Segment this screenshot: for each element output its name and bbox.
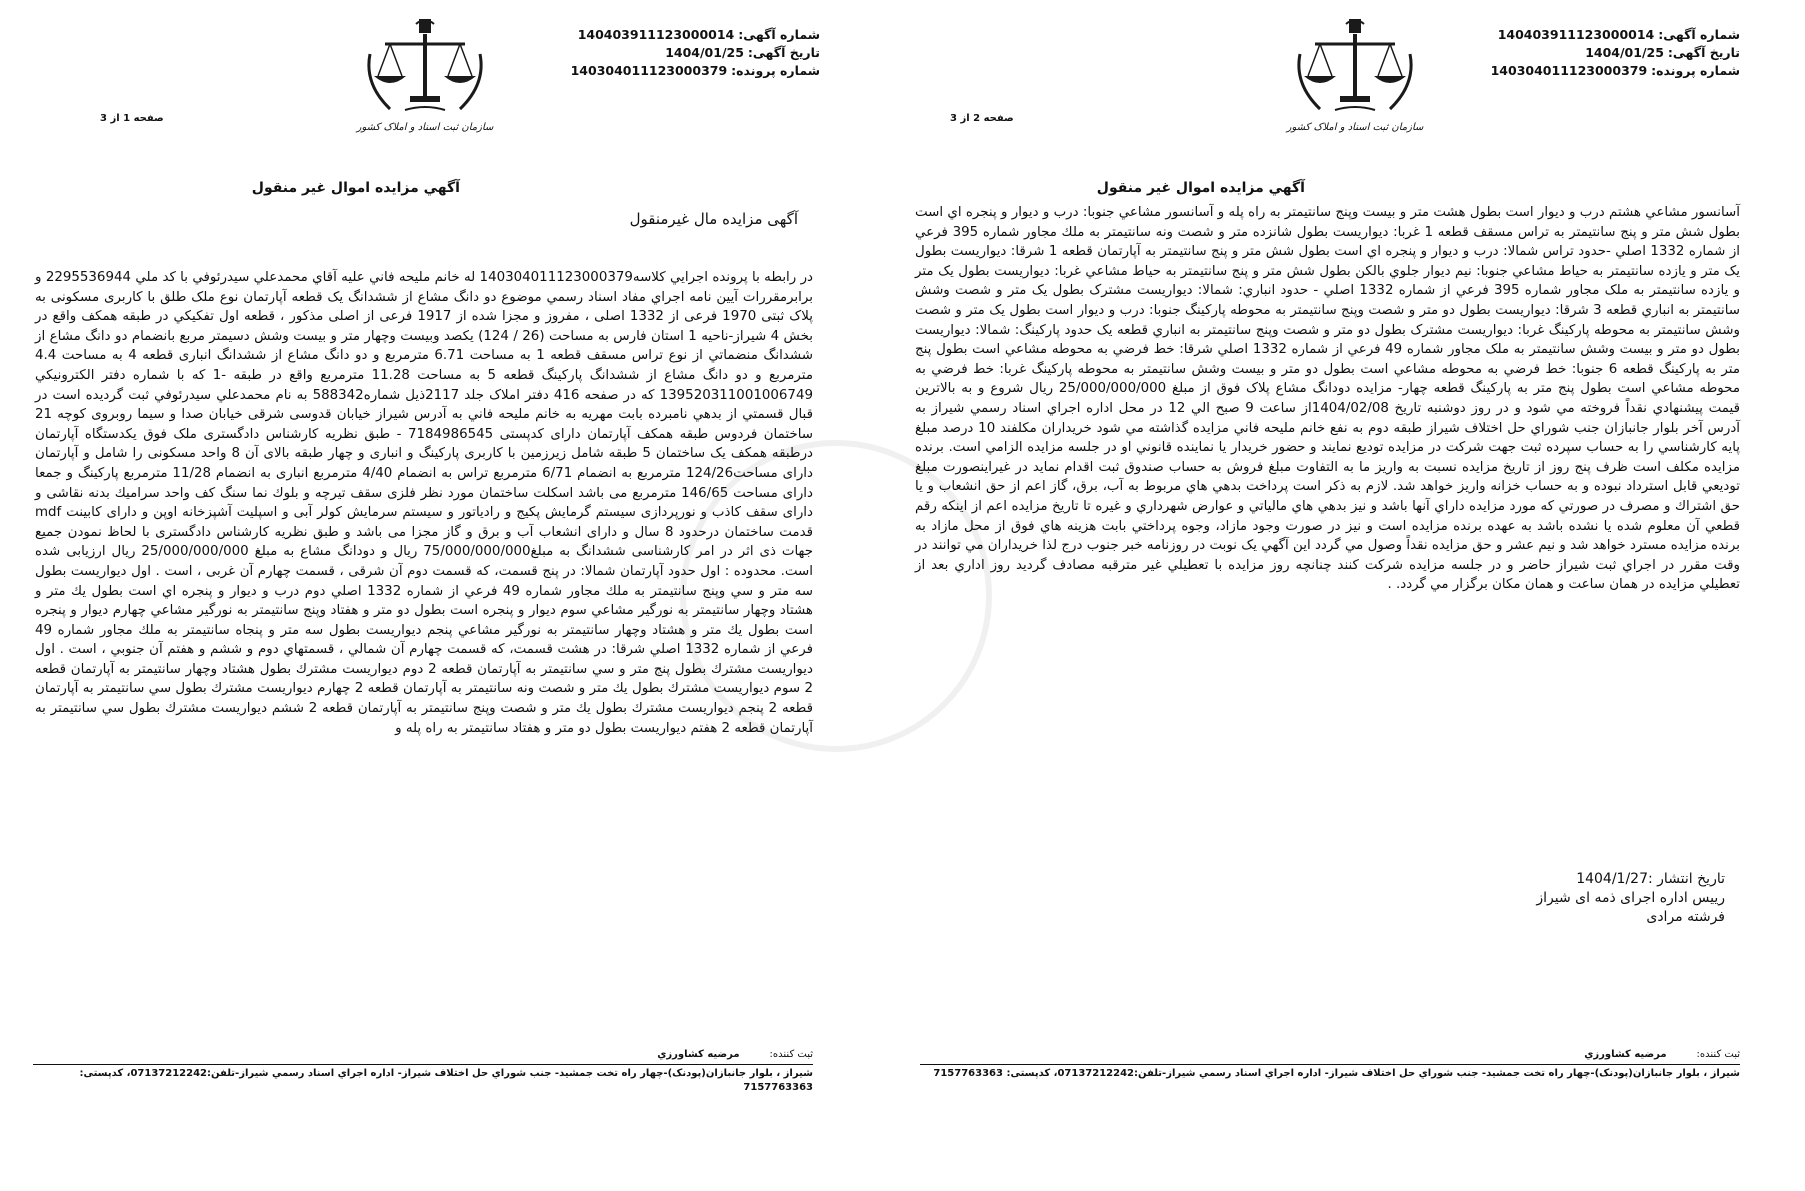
page-footer xyxy=(33,1048,813,1095)
notice-body xyxy=(915,203,1740,595)
publish-date: تاريخ انتشار :1404/1/27 xyxy=(1576,871,1725,887)
footer-divider xyxy=(920,1064,1740,1065)
page-footer xyxy=(920,1048,1740,1081)
notice-number: 140403911123000014 xyxy=(1497,27,1655,42)
notice-date: 1404/01/25 xyxy=(665,45,744,60)
page-1 xyxy=(0,0,860,1191)
notice-number: 140403911123000014 xyxy=(577,27,735,42)
notice-meta xyxy=(571,26,820,80)
signature-block xyxy=(1536,870,1725,927)
footer-address: شيراز ، بلوار جانبازان(پودنک)-چهار راه تخت جمشيد- جنب شوراي حل اختلاف شيراز- اداره اجراي اسناد رسمي شيراز-تلفن:07137212242، کدپستی: 7157763363 xyxy=(933,1068,1740,1079)
body-paragraph: آسانسور مشاعي هشتم درب و ديوار است بطول هشت متر و بيست وپنج سانتيمتر به راه پله و آسانسور مشاعي جنوبا: درب و ديوار و پنجره اي است بطول شش متر و پنج سانتيمتر به تراس مسقف قطعه 1 غربا: ديواريست بطول شانزده متر و شصت ونه سانتيمتر به ملك مجاور شماره 395 فرعي از شماره 1332 اصلي -حدود تراس شمالا: درب و ديوار و پنجره اي است بطول شش متر و پنج سانتيمتر به آپارتمان قطعه 1 شرقا: ديواريست بطول يک متر و يازده سانتيمتر به حياط مشاعي جنوبا: نيم ديوار جلوي بالكن بطول شش متر و پنج سانتيمتر به حياط مشاعي غربا: ديواريست بطول يک متر و يازده سانتيمتر به ملک مجاور شماره 395 فرعي از شماره 1332 اصلي - حدود انباري: شمالا: ديواريست مشترک بطول يک متر و شصت وشش سانتيمتر به انباري قطعه 3 شرقا: ديواريست بطول دو متر و شصت وپنج سانتيمتر به محوطه پارکينگ جنوبا: درب و ديوار است بطول يک متر و شصت وشش سانتيمتر به محوطه پارکينگ غربا: ديواريست مشترک بطول دو متر و شصت وپنج سانتيمتر به انباري قطعه يک حدود پارکينگ: شمالا: ديواريست بطول دو متر و بيست وشش سانتيمتر به ملک مجاور شماره 49 فرعي از شماره 1332 اصلي شرقا: خط فرضي به محوطه مشاعي است بطول پنج متر به پارکينگ قطعه 6 جنوبا: خط فرضي به محوطه مشاعي است بطول دو متر و بيست وشش سانتيمتر به محوطه پارکينگ غربا: خط فرضي به محوطه مشاعي است بطول پنج متر به پارکينگ قطعه چهار- مزايده دودانگ مشاع پلاک فوق از مبلغ 25/000/000/000 ريال شروع و به بالاترين قيمت پيشنهادي نقداً فروخته مي شود و در روز دوشنبه تاريخ 1404/02/08از ساعت 9 صبح الي 12 در محل اداره اجراي اسناد رسمي شيراز به آدرس آخر بلوار جانبازان جنب شوراي حل اختلاف شيراز طبقه دوم به نفع خانم مليحه فاني مزايده گذاشته مي شود خريداران مکلفند 10 درصد مبلغ پايه کارشناسي را به حساب سپرده ثبت جهت شرکت در مزايده توديع نمايند و حضور خريدار يا نماينده قانوني او در جلسه مزايده الزامي است. برنده مزايده مکلف است ظرف پنج روز از تاريخ مزايده نسبت به واريز ما به التفاوت مبلغ فروش به حساب صندوق ثبت اقدام نمايد در غيراينصورت مبلغ توديعي قابل استرداد نبوده و به حساب خزانه واريز خواهد شد. لازم به ذکر است پرداخت بدهي هاي مربوط به آب، برق، گاز اعم از حق انشعاب و يا حق اشتراك و مصرف در صورتي كه مورد مزايده داراي آنها باشد و نيز بدهي هاي مالياتي و عوارض شهرداري و غيره تا تاريخ مزايده اعم از اينكه رقم قطعي آن معلوم شده يا نشده باشد به عهده برنده مزايده است و نيز در صورت وجود مازاد، وجوه پرداختي بابت هزينه هاي فوق از محل مازاد به برنده مزايده مسترد خواهد شد و نيم عشر و حق مزايده نقداً وصول مي گردد اين آگهي يک نوبت در روزنامه خبر جنوب درج لذا خريداران مي توانند در وقت مقرر در اجراي ثبت شيراز حاضر و در جلسه مزايده شركت كنند چنانچه روز مزايده با تعطيلي غير مترقبه مصادف گرديد روز اداري بعد از تعطيلي مزايده در همان ساعت و همان مكان برگزار مي گردد. . xyxy=(915,205,1741,593)
org-name: سازمان ثبت اسناد و املاک کشور xyxy=(356,122,494,133)
page-number: صفحه 1 از 3 xyxy=(100,113,164,124)
page-2 xyxy=(860,0,1780,1191)
case-number: 140304011123000379 xyxy=(1490,63,1648,78)
notice-date-label: تاریخ آگهی: xyxy=(1667,45,1740,60)
org-name: سازمان ثبت اسناد و املاک کشور xyxy=(1286,122,1424,133)
body-paragraph: در رابطه با پرونده اجرايي كلاسه140304011123000379 له خانم مليحه فاني عليه آقاي محمدعلي سيدرئوفي با كد ملي 2295536944 و برابرمقررات آيين نامه اجراي مفاد اسناد رسمي موضوع دو دانگ مشاع از ششدانگ يک قطعه آپارتمان نوع ملک طلق با کاربری مسکونی به پلاک ثبتی 1970 فرعی از 1332 اصلی ، مفروز و مجزا شده از 1917 فرعی از اصلی مذكور ، قطعه اول تفكيكي در طبقه همكف واقع در بخش 4 شيراز-ناحيه 1 استان فارس به مساحت (26 / 124) يكصد وبيست وچهار متر و بيست وشش دسيمتر مربع بانضمام دو دانگ مشاع از ششدانگ منضماتي از نوع تراس مسقف قطعه 1 به مساحت 6.71 مترمربع و دو دانگ مشاع از ششدانگ انباری قطعه 4 به مساحت 4.4 مترمربع و دو دانگ مشاع از ششدانگ پارکينگ قطعه 5 به مساحت 11.28 مترمربع واقع در طبقه -1 كه با شماره دفتر الكترونيكي 139520311001006749 كه در صفحه 416 دفتر املاک جلد 2117ذيل شماره588342 به نام محمدعلي سيدرئوفي ثبت گرديده است در قبال قسمتي از بدهي نامبرده بابت مهريه به خانم مليحه فاني به آدرس شيراز خيابان قدوسی شرقی خيابان صدا و سيما روبروی کوچه 21 ساختمان فردوس طبقه همکف آپارتمان دارای کدپستی 7184986545 - طبق نظريه كارشناس دادگستری ملک فوق يکدستگاه آپارتمان درطبقه همکف يک ساختمان 5 طبقه شامل زيرزمين با كاربری پاركينگ و انباری و چهار طبقه بالای آن 8 واحد مسكونی را شامل و آپارتمان دارای مساحت124/26 مترمربع به انضمام 6/71 مترمربع تراس به انضمام 4/40 مترمربع انباری به انضمام 11/28 مترمربع پاركينگ و جمعا دارای مساحت 146/65 مترمربع می باشد اسكلت ساختمان مورد نظر فلزی سقف تيرچه و بلوك نما سنگ كف واحد سراميك بدنه نقاشی و دارای سقف كاذب و نورپردازی سيستم گرمايش پكيج و رادياتور و سيستم سرمايش كولر آبی و اسپليت آشپزخانه اوپن و دارای كابينت mdf قدمت ساختمان درحدود 8 سال و دارای انشعاب آب و برق و گاز مجزا می باشد و طبق نظريه كارشناس دادگستری با لحاظ نمودن جميع جهات ذی اثر در امر كارشناسی ششدانگ به مبلغ75/000/000/000 ريال و دودانگ مشاع به مبلغ 25/000/000/000 ريال ارزيابی شده است. محدوده : اول حدود آپارتمان شمالا: در پنج قسمت، كه قسمت دوم آن شرقی ، قسمت چهارم آن غربی ، است . اول ديواريست بطول سه متر و سي وپنج سانتيمتر به ملك مجاور شماره 49 فرعي از شماره 1332 اصلي دوم درب و ديوار و پنجره اي است بطول يك متر و هشتاد وچهار سانتيمتر به نورگير مشاعي سوم ديوار و پنجره است بطول دو متر و هفتاد وپنج سانتيمتر به نورگير مشاعي چهارم ديوار و پنجره است بطول يك متر و هشتاد وچهار سانتيمتر به نورگير مشاعي پنجم ديواريست بطول سه متر و پنجاه سانتيمتر به ملك مجاور شماره 49 فرعي از شماره 1332 اصلي شرقا: در هشت قسمت، كه قسمت چهارم آن شمالي ، قسمتهاي دوم و ششم و هفتم آن جنوبي ، است . اول ديواريست مشترك بطول پنج متر و سي سانتيمتر به آپارتمان قطعه 2 دوم ديواريست مشترك بطول هشتاد وچهار سانتيمتر به آپارتمان قطعه 2 سوم ديواريست مشترك بطول يك متر و شصت ونه سانتيمتر به آپارتمان قطعه 2 چهارم ديواريست مشترك بطول سي سانتيمتر به آپارتمان قطعه 2 پنجم ديواريست مشترك بطول يك متر و شصت وپنج سانتيمتر به آپارتمان قطعه 2 ششم ديواريست مشترك بطول سي سانتيمتر به آپارتمان قطعه 2 هفتم ديواريست بطول دو متر و هفتاد سانتيمتر به راه پله و xyxy=(35,270,814,736)
notice-date-label: تاریخ آگهی: xyxy=(747,45,820,60)
registrar-label: ثبت کننده: xyxy=(769,1049,813,1060)
registrar-name: مرضيه كشاورزي xyxy=(1584,1049,1667,1060)
notice-meta xyxy=(1491,26,1740,80)
case-number-label: شماره پرونده: xyxy=(1651,63,1740,78)
judiciary-scales-emblem-icon xyxy=(1280,14,1430,134)
case-number-label: شماره پرونده: xyxy=(731,63,820,78)
case-number: 140304011123000379 xyxy=(570,63,728,78)
registrar-name: مرضيه كشاورزي xyxy=(657,1049,740,1060)
footer-divider xyxy=(33,1064,813,1065)
footer-address: شيراز ، بلوار جانبازان(پودنک)-چهار راه تخت جمشيد- جنب شوراي حل اختلاف شيراز- اداره اجراي اسناد رسمي شيراز-تلفن:07137212242، کدپستی: 7157763363 xyxy=(79,1068,813,1093)
notice-number-label: شماره آگهی: xyxy=(1658,27,1740,42)
notice-number-label: شماره آگهی: xyxy=(738,27,820,42)
notice-subtitle: آگهی مزايده مال غيرمنقول xyxy=(629,210,798,228)
notice-title: آگهي مزايده اموال غير منقول xyxy=(251,180,460,196)
signer-title: رييس اداره اجرای ذمه ای شيراز xyxy=(1536,890,1725,906)
notice-title: آگهي مزايده اموال غير منقول xyxy=(1096,180,1305,196)
registrar-label: ثبت کننده: xyxy=(1696,1049,1740,1060)
page-number: صفحه 2 از 3 xyxy=(950,113,1014,124)
signer-name: فرشته مرادی xyxy=(1646,909,1725,925)
notice-date: 1404/01/25 xyxy=(1585,45,1664,60)
notice-body xyxy=(35,268,813,738)
judiciary-scales-emblem-icon xyxy=(350,14,500,134)
